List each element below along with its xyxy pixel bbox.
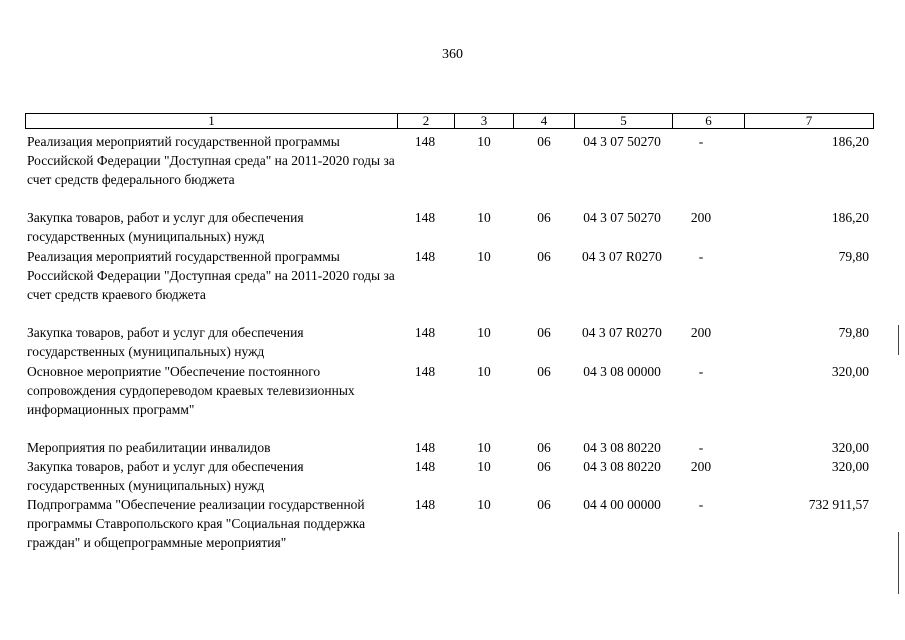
- row-col-4: 06: [537, 440, 551, 455]
- row-col-3: 10: [477, 325, 491, 340]
- row-col-6: -: [698, 440, 704, 455]
- row-col-4: 06: [537, 325, 551, 340]
- row-col-2: 148: [414, 364, 436, 379]
- row-col-4: 06: [537, 210, 551, 225]
- column-header-5: 5: [620, 113, 627, 128]
- column-header-7: 7: [805, 113, 813, 128]
- row-col-7: 732 911,57: [808, 497, 869, 512]
- row-col-7: 320,00: [831, 440, 869, 455]
- row-col-5: 04 4 00 00000: [583, 497, 661, 512]
- row-col-7: 79,80: [838, 325, 869, 340]
- row-col-4: 06: [537, 497, 551, 512]
- row-col-5: 04 3 07 50270: [583, 210, 661, 225]
- row-col-6: 200: [690, 459, 712, 474]
- page-number: 360: [442, 47, 463, 62]
- row-col-5: 04 3 07 50270: [583, 134, 661, 149]
- row-col-6: -: [698, 364, 704, 379]
- row-name: Закупка товаров, работ и услуг для обеспечения государственных (муниципальных) нужд: [27, 459, 304, 493]
- row-col-6: -: [698, 134, 704, 149]
- row-name: Закупка товаров, работ и услуг для обеспечения государственных (муниципальных) нужд: [27, 210, 304, 244]
- row-col-7: 79,80: [838, 249, 869, 264]
- row-col-7: 320,00: [831, 364, 869, 379]
- row-col-7: 186,20: [831, 210, 869, 225]
- row-col-2: 148: [414, 325, 436, 340]
- row-col-2: 148: [414, 440, 436, 455]
- row-col-5: 04 3 08 80220: [583, 440, 661, 455]
- row-col-5: 04 3 07 R0270: [582, 325, 662, 340]
- row-col-2: 148: [414, 210, 436, 225]
- row-col-2: 148: [414, 249, 436, 264]
- row-col-3: 10: [477, 459, 491, 474]
- scan-edge-mark: [898, 325, 899, 355]
- scan-edge-mark: [898, 532, 899, 594]
- row-name: Реализация мероприятий государственной программы Российской Федерации "Доступная среда" на 2011-2020 годы за счет средств краевого бюджета: [27, 249, 395, 302]
- row-col-5: 04 3 08 80220: [583, 459, 661, 474]
- row-col-4: 06: [537, 364, 551, 379]
- row-col-2: 148: [414, 134, 436, 149]
- row-col-4: 06: [537, 249, 551, 264]
- row-col-6: -: [698, 249, 704, 264]
- row-col-3: 10: [477, 440, 491, 455]
- row-col-5: 04 3 07 R0270: [582, 249, 662, 264]
- row-col-3: 10: [477, 210, 491, 225]
- row-name: Мероприятия по реабилитации инвалидов: [27, 440, 271, 455]
- row-col-4: 06: [537, 134, 551, 149]
- column-header-1: 1: [208, 113, 215, 128]
- row-col-6: 200: [690, 210, 712, 225]
- column-header-4: 4: [540, 113, 548, 128]
- row-col-3: 10: [477, 134, 491, 149]
- row-col-6: -: [698, 497, 704, 512]
- row-col-2: 148: [414, 459, 436, 474]
- row-name: Основное мероприятие "Обеспечение постоянного сопровождения сурдопереводом краевых телевизионных информационных программ": [27, 364, 355, 417]
- row-col-3: 10: [477, 497, 491, 512]
- row-col-3: 10: [477, 249, 491, 264]
- column-header-2: 2: [422, 113, 430, 128]
- row-col-5: 04 3 08 00000: [583, 364, 661, 379]
- column-header-6: 6: [705, 113, 712, 128]
- row-name: Подпрограмма "Обеспечение реализации государственной программы Ставропольского края "Социальная поддержка граждан" и общепрограммные мероприятия": [27, 497, 366, 550]
- column-header-3: 3: [480, 113, 488, 128]
- row-col-6: 200: [690, 325, 712, 340]
- row-col-4: 06: [537, 459, 551, 474]
- row-col-3: 10: [477, 364, 491, 379]
- row-col-7: 320,00: [831, 459, 869, 474]
- row-name: Закупка товаров, работ и услуг для обеспечения государственных (муниципальных) нужд: [27, 325, 304, 359]
- column-number-header: [25, 113, 874, 129]
- row-name: Реализация мероприятий государственной программы Российской Федерации "Доступная среда" на 2011-2020 годы за счет средств федерального бюджета: [27, 134, 395, 187]
- row-col-7: 186,20: [831, 134, 869, 149]
- row-col-2: 148: [414, 497, 436, 512]
